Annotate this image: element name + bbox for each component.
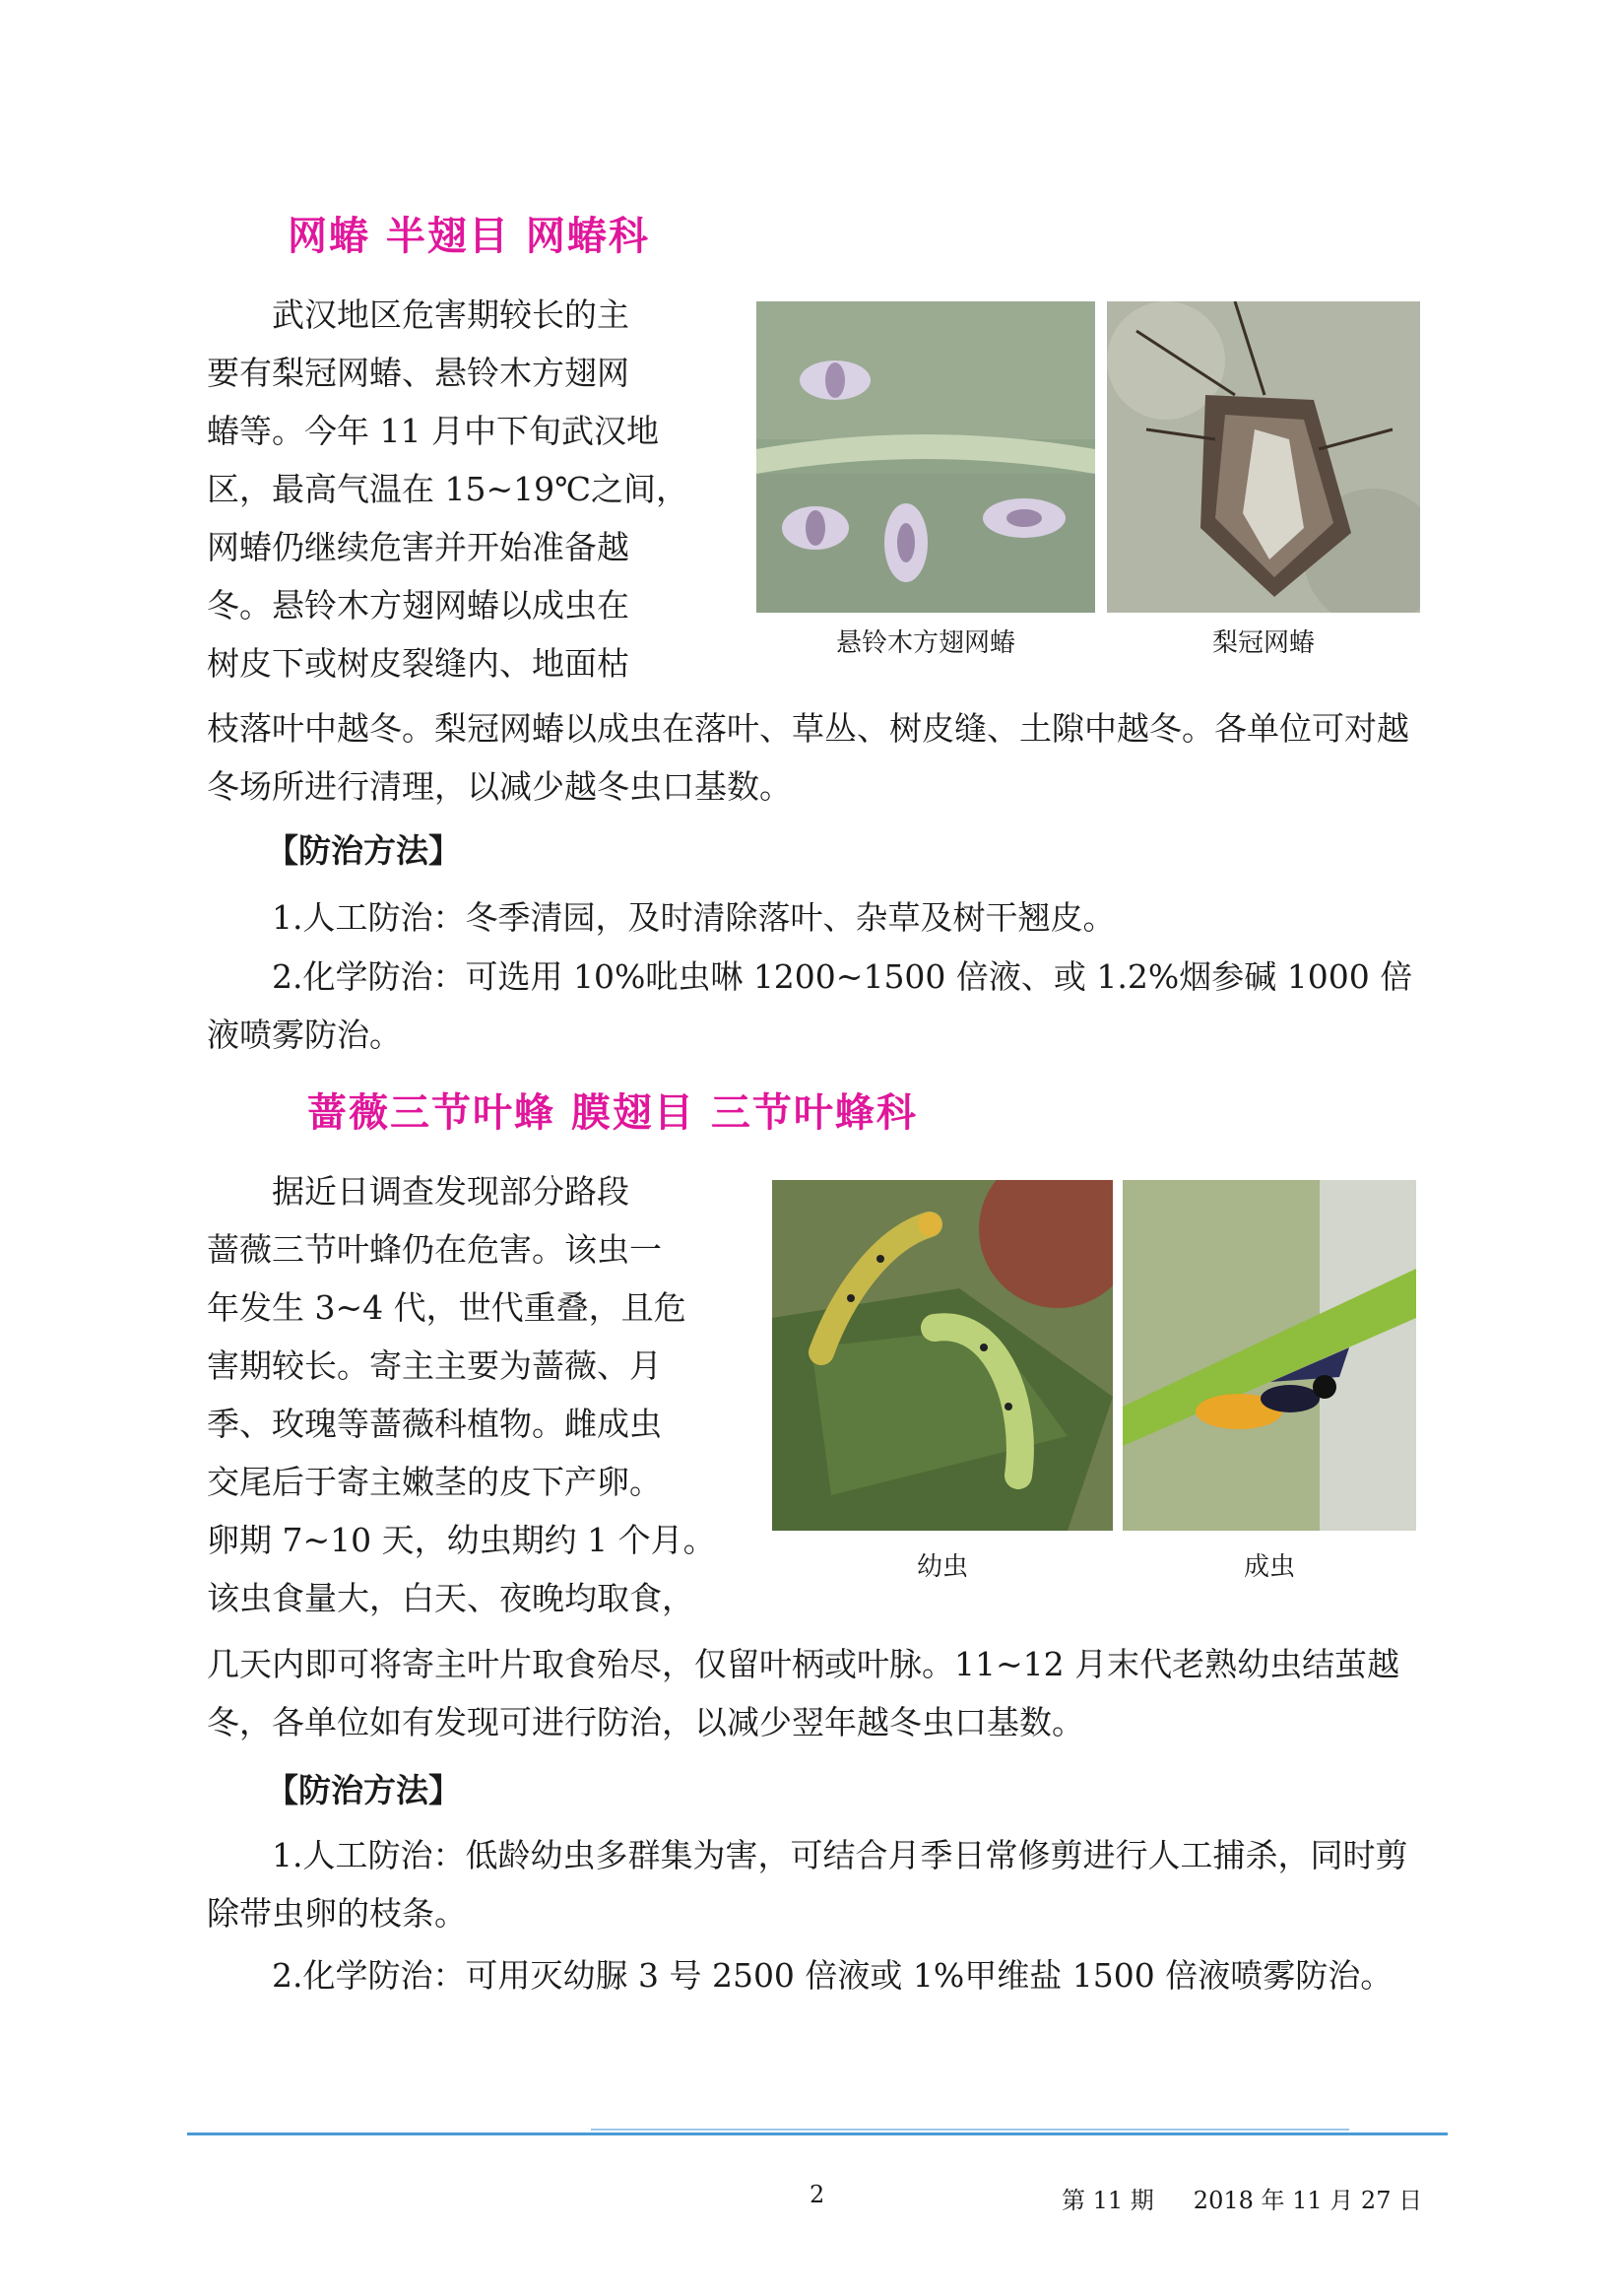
- footer-divider: [187, 2132, 1448, 2135]
- photo-pear-lace-bug: [1107, 301, 1420, 613]
- section2-method-manual: 1.人工防治：低龄幼虫多群集为害，可结合月季日常修剪进行人工捕杀，同时剪除带虫卵的枝条。: [207, 1836, 1408, 1933]
- intro-line: 年发生 3~4 代，世代重叠，且危: [207, 1288, 686, 1327]
- photo-platanus-lace-bug: [756, 301, 1095, 613]
- section1-method-chemical: 2.化学防治：可选用 10%吡虫啉 1200~1500 倍液、或 1.2%烟参碱 1000 倍液喷雾防治。: [207, 957, 1413, 1054]
- intro-line: 武汉地区危害期较长的主: [272, 295, 629, 334]
- section2-intro: [207, 1162, 758, 1627]
- photo-sawfly-larva: [772, 1180, 1113, 1531]
- caption-adult: 成虫: [1243, 1552, 1295, 1582]
- intro-line: 蔷薇三节叶蜂仍在危害。该虫一: [207, 1230, 662, 1269]
- section1-control-heading: 【防治方法】: [266, 831, 461, 870]
- intro-line: 卵期 7~10 天，幼虫期约 1 个月。: [207, 1521, 716, 1559]
- section1-continuation: 枝落叶中越冬。梨冠网蝽以成虫在落叶、草丛、树皮缝、土隙中越冬。各单位可对越冬场所进行清理，以减少越冬虫口基数。: [207, 709, 1409, 806]
- section2-continuation: 几天内即可将寄主叶片取食殆尽，仅留叶柄或叶脉。11~12 月末代老熟幼虫结茧越冬，各单位如有发现可进行防治，以减少翌年越冬虫口基数。: [207, 1645, 1400, 1741]
- caption-pear-lace-bug: 梨冠网蝽: [1211, 628, 1315, 658]
- intro-line: 该虫食量大，白天、夜晚均取食，: [207, 1579, 694, 1617]
- intro-line: 要有梨冠网蝽、悬铃木方翅网: [207, 354, 629, 392]
- issue-date: 2018 年 11 月 27 日: [1193, 2187, 1423, 2214]
- photo-sawfly-adult: [1123, 1180, 1416, 1531]
- footer-accent-line: [591, 2129, 1349, 2131]
- section2-method-chemical: 2.化学防治：可用灭幼脲 3 号 2500 倍液或 1%甲维盐 1500 倍液喷雾防治。: [272, 1956, 1394, 1995]
- caption-larva: 幼虫: [916, 1552, 968, 1582]
- intro-line: 据近日调查发现部分路段: [272, 1172, 629, 1211]
- intro-line: 网蝽仍继续危害并开始准备越: [207, 528, 629, 566]
- intro-line: 季、玫瑰等蔷薇科植物。雌成虫: [207, 1405, 662, 1443]
- intro-line: 树皮下或树皮裂缝内、地面枯: [207, 644, 629, 683]
- issue-number: 第 11 期: [1062, 2187, 1154, 2214]
- section-title-rose-sawfly: 蔷薇三节叶蜂 膜翅目 三节叶蜂科: [307, 1090, 918, 1136]
- page-number: 2: [810, 2181, 825, 2208]
- section1-method-manual: 1.人工防治：冬季清园，及时清除落叶、杂草及树干翘皮。: [272, 898, 1116, 937]
- section-title-lace-bug: 网蝽 半翅目 网蝽科: [288, 214, 650, 259]
- intro-line: 蝽等。今年 11 月中下旬武汉地: [207, 412, 659, 450]
- footer-issue-date: [1062, 2181, 1461, 2215]
- caption-platanus-lace-bug: 悬铃木方翅网蝽: [835, 628, 1015, 658]
- intro-line: 冬。悬铃木方翅网蝽以成虫在: [207, 586, 629, 624]
- section2-control-heading: 【防治方法】: [266, 1771, 461, 1809]
- section1-intro: [207, 286, 739, 692]
- intro-line: 交尾后于寄主嫩茎的皮下产卵。: [207, 1463, 662, 1501]
- intro-line: 害期较长。寄主主要为蔷薇、月: [207, 1346, 662, 1385]
- intro-line: 区，最高气温在 15~19℃之间，: [207, 470, 689, 508]
